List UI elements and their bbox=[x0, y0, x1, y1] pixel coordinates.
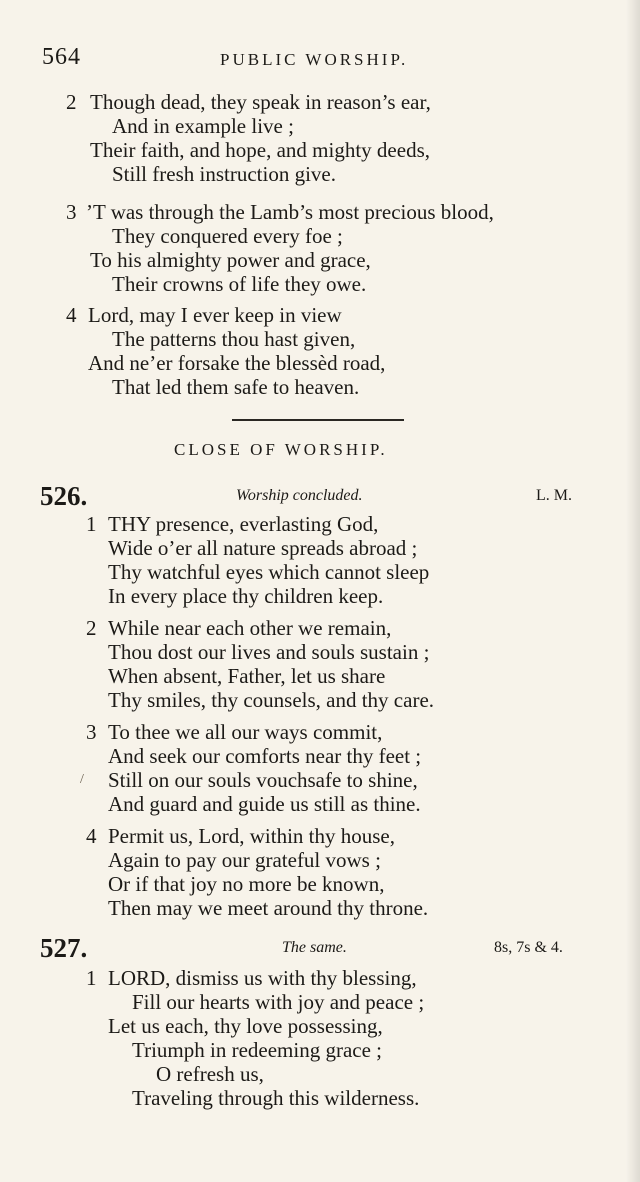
verse-line: THY presence, everlasting God, bbox=[108, 512, 379, 536]
verse-line: To thee we all our ways commit, bbox=[108, 720, 383, 744]
verse-line: Then may we meet around thy throne. bbox=[108, 896, 429, 920]
verse-line: Again to pay our grateful vows ; bbox=[108, 848, 381, 872]
verse-line: Still on our souls vouchsafe to shine, bbox=[108, 768, 418, 792]
verse-line: Lord, may I ever keep in view bbox=[88, 303, 342, 327]
pencil-mark: / bbox=[80, 772, 84, 787]
verse-line: Still fresh instruction give. bbox=[112, 162, 336, 186]
hymn-meter: 8s, 7s & 4. bbox=[494, 939, 563, 956]
verse-line: Traveling through this wilderness. bbox=[132, 1086, 420, 1110]
verse-line: And guard and guide us still as thine. bbox=[108, 792, 421, 816]
verse-line: ’T was through the Lamb’s most precious blood, bbox=[86, 200, 494, 224]
verse-line: The patterns thou hast given, bbox=[112, 327, 356, 351]
verse-line: And ne’er forsake the blessèd road, bbox=[88, 351, 386, 375]
verse-line: Thou dost our lives and souls sustain ; bbox=[108, 640, 430, 664]
verse-line: Their faith, and hope, and mighty deeds, bbox=[90, 138, 430, 162]
verse-line: Their crowns of life they owe. bbox=[112, 272, 367, 296]
running-head bbox=[42, 44, 602, 74]
verse-line: O refresh us, bbox=[156, 1062, 264, 1086]
verse-line: In every place thy children keep. bbox=[108, 584, 384, 608]
stanza-number: 3 bbox=[66, 200, 77, 224]
verse-line: Fill our hearts with joy and peace ; bbox=[132, 990, 425, 1014]
stanza-number: 2 bbox=[66, 90, 77, 114]
verse-line: To his almighty power and grace, bbox=[90, 248, 371, 272]
verse-line: And seek our comforts near thy feet ; bbox=[108, 744, 422, 768]
verse-line: Triumph in redeeming grace ; bbox=[132, 1038, 383, 1062]
verse-line: Permit us, Lord, within thy house, bbox=[108, 824, 395, 848]
running-title: PUBLIC WORSHIP. bbox=[220, 50, 409, 69]
verse-line: Though dead, they speak in reason’s ear, bbox=[90, 90, 431, 114]
hymn-subject: Worship concluded. bbox=[236, 487, 363, 504]
verse-line: Let us each, thy love possessing, bbox=[108, 1014, 383, 1038]
stanza-number: 3 bbox=[86, 720, 97, 744]
verse-line: Wide o’er all nature spreads abroad ; bbox=[108, 536, 418, 560]
stanza-number: 4 bbox=[86, 824, 97, 848]
stanza-number: 1 bbox=[86, 966, 97, 990]
verse-line: LORD, dismiss us with thy blessing, bbox=[108, 966, 417, 990]
verse-line: Or if that joy no more be known, bbox=[108, 872, 385, 896]
page-edge-shadow bbox=[626, 0, 640, 1182]
verse-line: Thy watchful eyes which cannot sleep bbox=[108, 560, 430, 584]
hymn-number: 527. bbox=[40, 933, 88, 963]
hymn-number: 526. bbox=[40, 481, 88, 511]
verse-line: When absent, Father, let us share bbox=[108, 664, 386, 688]
verse-line: That led them safe to heaven. bbox=[112, 375, 360, 399]
stanza-number: 4 bbox=[66, 303, 77, 327]
hymn-header-527 bbox=[0, 933, 640, 963]
verse-line: They conquered every foe ; bbox=[112, 224, 343, 248]
section-heading: CLOSE OF WORSHIP. bbox=[174, 440, 388, 459]
hymn-meter: L. M. bbox=[536, 487, 572, 504]
verse-line: While near each other we remain, bbox=[108, 616, 392, 640]
stanza-number: 2 bbox=[86, 616, 97, 640]
hymn-subject: The same. bbox=[282, 939, 347, 956]
page-number: 564 bbox=[42, 44, 81, 70]
stanza-number: 1 bbox=[86, 512, 97, 536]
section-divider-rule bbox=[232, 419, 404, 421]
hymn-header-526 bbox=[0, 481, 640, 511]
verse-line: And in example live ; bbox=[112, 114, 294, 138]
verse-line: Thy smiles, thy counsels, and thy care. bbox=[108, 688, 435, 712]
